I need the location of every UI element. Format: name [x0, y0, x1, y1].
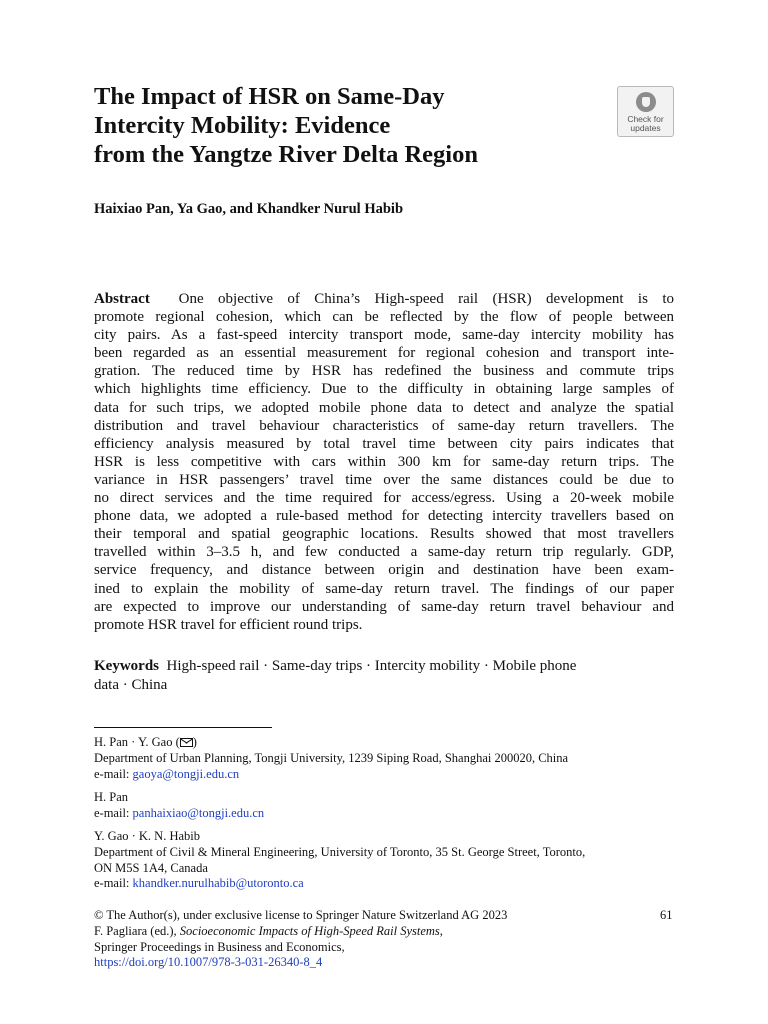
bookmark-icon — [636, 92, 656, 112]
badge-text — [618, 115, 673, 133]
editor-suffix: , — [439, 923, 443, 938]
keywords-line: data · China — [94, 676, 168, 693]
affiliation-block — [94, 829, 684, 892]
abstract-line: distribution and travel behaviour characteristics of same-day return travellers. The — [94, 417, 674, 434]
book-title: Socioeconomic Impacts of High-Speed Rail Systems — [179, 923, 440, 938]
abstract-line: variance in HSR passengers’ travel time over the same distances could be due to — [94, 471, 674, 488]
title-line: Intercity Mobility: Evidence — [94, 112, 391, 139]
abstract-line: promote HSR travel for efficient round trips. — [94, 616, 363, 633]
abstract-line: phone data, we adopted a rule-based method for detecting intercity travellers based on — [94, 508, 674, 525]
email-link[interactable]: khandker.nurulhabib@utoronto.ca — [132, 876, 304, 891]
copyright-line: © The Author(s), under exclusive license to Springer Nature Switzerland AG 2023 — [94, 908, 508, 922]
abstract-line: their temporal and spatial geographic locations. Results showed that most travellers — [94, 526, 674, 543]
affiliation-block — [94, 735, 684, 782]
title-line: The Impact of HSR on Same-Day — [94, 83, 445, 110]
email-label: e-mail: — [94, 876, 133, 891]
abstract-first-text: One objective of China’s High-speed rail (HSR) development is to — [178, 291, 675, 307]
abstract-line — [94, 290, 674, 308]
abstract-line: service frequency, and distance between origin and destination have been exam- — [94, 562, 674, 579]
abstract-line: no direct services and the time required for access/egress. Using a 20-week mobile — [94, 490, 674, 507]
series-line: Springer Proceedings in Business and Economics, — [94, 939, 345, 954]
abstract-line: which highlights time efficiency. Due to the difficulty in obtaining large samples of — [94, 381, 674, 398]
affiliation-names: Y. Gao · K. N. Habib — [94, 829, 201, 843]
email-label: e-mail: — [94, 805, 133, 820]
page-number: 61 — [660, 908, 673, 922]
abstract-line: ined to explain the mobility of same-day return travel. The findings of our paper — [94, 580, 674, 597]
check-for-updates-badge[interactable] — [617, 86, 674, 137]
affiliation-department: Department of Civil & Mineral Engineering, University of Toronto, 35 St. George Street, Toronto, — [94, 844, 586, 859]
affiliation-department: ON M5S 1A4, Canada — [94, 860, 208, 875]
affiliation-email — [94, 806, 684, 822]
badge-line: Check for — [627, 114, 664, 124]
email-link[interactable]: gaoya@tongji.edu.cn — [132, 766, 240, 781]
author-list: Haixiao Pan, Ya Gao, and Khandker Nurul Habib — [94, 201, 404, 217]
copyright-footer — [94, 908, 674, 971]
badge-line: updates — [630, 123, 661, 133]
affiliation-block — [94, 790, 684, 822]
abstract-line: city pairs. As a fast-speed intercity transport mode, same-day intercity mobility has — [94, 327, 674, 344]
affiliation-department: Department of Urban Planning, Tongji University, 1239 Siping Road, Shanghai 200020, China — [94, 750, 569, 765]
abstract-heading: Abstract — [94, 291, 150, 307]
footnote-divider — [94, 727, 272, 728]
abstract — [94, 290, 674, 634]
doi-link[interactable]: https://doi.org/10.1007/978-3-031-26340-8_4 — [94, 955, 323, 970]
abstract-line: data for such trips, we adopted mobile phone data to detect and analyze the spatial — [94, 399, 674, 416]
affiliation-names: H. Pan — [94, 790, 129, 804]
keywords — [94, 657, 674, 694]
abstract-line: been regarded as an essential measurement for regional cohesion and transport inte- — [94, 345, 674, 362]
affiliation-email — [94, 767, 684, 783]
keywords-list: High-speed rail · Same-day trips · Intercity mobility · Mobile phone — [166, 658, 577, 674]
book-citation — [94, 924, 674, 940]
affiliation-names — [94, 735, 684, 751]
title-line: from the Yangtze River Delta Region — [94, 141, 478, 168]
keywords-line — [94, 657, 674, 676]
paper-title — [94, 82, 594, 169]
abstract-line: efficiency analysis measured by total travel time between city pairs indicates that — [94, 435, 674, 452]
email-link[interactable]: panhaixiao@tongji.edu.cn — [132, 805, 265, 820]
affiliation-names-text: H. Pan · Y. Gao ( — [94, 735, 180, 749]
abstract-line: travelled within 3–3.5 h, and few conducted a same-day return trip regularly. GDP, — [94, 544, 674, 561]
abstract-line: HSR is less competitive with cars within 300 km for same-day return trips. The — [94, 453, 674, 470]
envelope-icon[interactable] — [180, 738, 193, 747]
editor-text: F. Pagliara (ed.), — [94, 923, 180, 938]
keywords-heading: Keywords — [94, 658, 159, 674]
abstract-line: promote regional cohesion, which can be reflected by the flow of people between — [94, 309, 674, 326]
affiliation-names-close: ) — [192, 735, 197, 749]
affiliation-email — [94, 876, 684, 892]
abstract-line: gration. The reduced time by HSR has redefined the business and commute trips — [94, 363, 674, 380]
abstract-line: are expected to improve our understanding of same-day return travel behaviour and — [94, 598, 674, 615]
email-label: e-mail: — [94, 766, 133, 781]
